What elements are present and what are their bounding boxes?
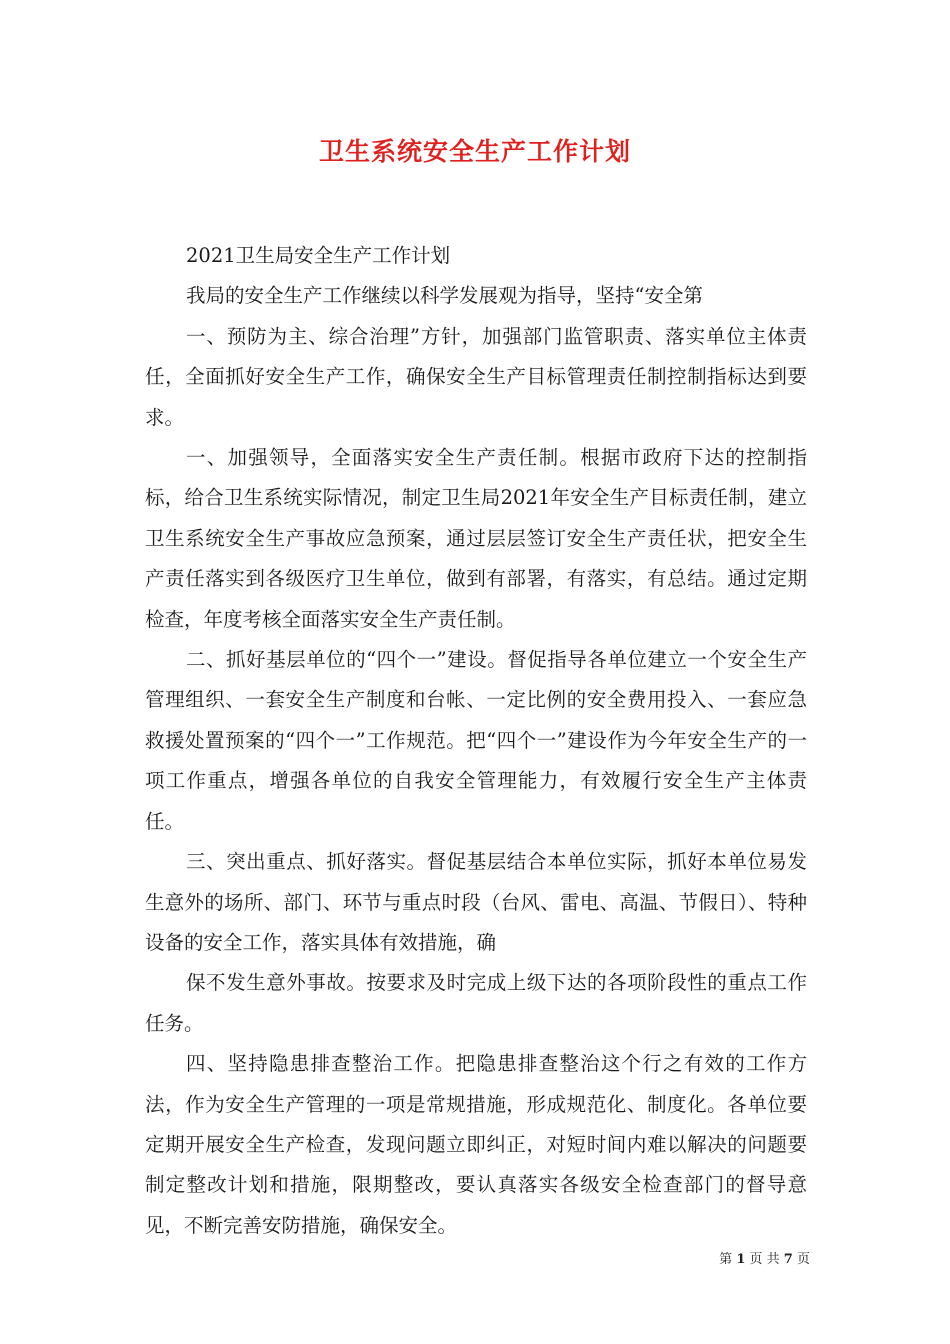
footer-total-pages: 7	[783, 1252, 793, 1267]
paragraph: 一、加强领导，全面落实安全生产责任制。根据市政府下达的控制指标，给合卫生系统实际情况，制定卫生局2021年安全生产目标责任制，建立卫生系统安全生产事故应急预案，通过层层签订安全生产责任状，把安全生产责任落实到各级医疗卫生单位，做到有部署，有落实，有总结。通过定期检查，年度考核全面落实安全生产责任制。	[145, 446, 807, 631]
footer-prefix: 第	[719, 1252, 733, 1267]
page-footer	[700, 1248, 810, 1267]
paragraph-subtitle: 2021卫生局安全生产工作计划	[186, 244, 451, 267]
paragraph: 三、突出重点、抓好落实。督促基层结合本单位实际，抓好本单位易发生意外的场所、部门、环节与重点时段（台风、雷电、高温、节假日）、特种设备的安全工作，落实具体有效措施，确	[145, 850, 807, 954]
paragraph: 二、抓好基层单位的“四个一”建设。督促指导各单位建立一个安全生产管理组织、一套安全生产制度和台帐、一定比例的安全费用投入、一套应急救援处置预案的“四个一”工作规范。把“四个一”建设作为今年安全生产的一项工作重点，增强各单位的自我安全管理能力，有效履行安全生产主体责任。	[145, 648, 807, 833]
footer-suffix: 页	[796, 1252, 810, 1267]
footer-middle: 页 共	[749, 1252, 780, 1267]
footer-current-page: 1	[736, 1252, 746, 1267]
paragraph: 四、坚持隐患排查整治工作。把隐患排查整治这个行之有效的工作方法，作为安全生产管理的一项是常规措施，形成规范化、制度化。各单位要定期开展安全生产检查，发现问题立即纠正，对短时间内难以解决的问题要制定整改计划和措施，限期整改，要认真落实各级安全检查部门的督导意见，不断完善安防措施，确保安全。	[145, 1052, 807, 1237]
paragraph: 一、预防为主、综合治理”方针，加强部门监管职责、落实单位主体责任，全面抓好安全生产工作，确保安全生产目标管理责任制控制指标达到要求。	[145, 324, 807, 429]
document-body	[145, 236, 807, 1246]
paragraph: 保不发生意外事故。按要求及时完成上级下达的各项阶段性的重点工作任务。	[145, 971, 807, 1035]
document-title: 卫生系统安全生产工作计划	[318, 137, 631, 166]
paragraph: 我局的安全生产工作继续以科学发展观为指导，坚持“安全第	[186, 284, 703, 308]
